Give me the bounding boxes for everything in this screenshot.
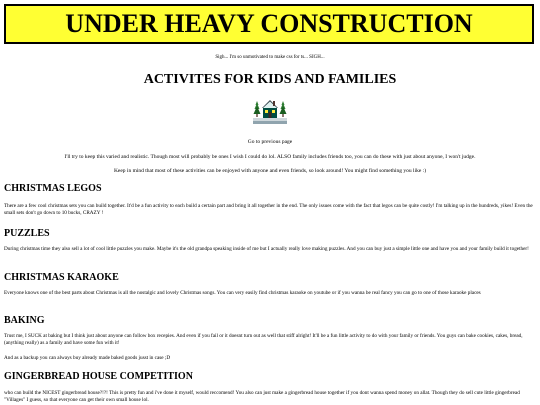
section-heading-baking: BAKING [4,315,45,326]
section-heading-puzzles: PUZZLES [4,228,50,239]
section-text-baking-backup: And as a backup you can always buy already made baked goods jusst in case ;D [4,355,171,361]
section-text-baking: Trust me, I SUCK at baking but I think just about anyone can follow box recepies. And even if you fail or it doesnt turn out as well that stiff alright! It'll be a fun little activity to do with your family or friends. You guys can bake cookies, cakes, bread, (anything really) as a family and have some fun with it! [4,333,523,346]
section-text-karaoke: Everyone knows one of the best parts about Christmas is all the nostalgic and lovely Christmas songs. You can very easily find christmas karaoke on youtube or if you wanna be real fancy you can go to one of those karaoke places [4,290,481,296]
section-heading-karaoke: CHRISTMAS KARAOKE [4,272,119,283]
section-text-puzzles: During christmas time they also sell a lot of cool little puzzles you make. Maybe it's the old grandpa speaking inside of me but I actually really love making puzzles. And you can buy just a simple little one and have you and your family build it together! [4,246,529,252]
intro-text: I'll try to keep this varied and realistic. Though most will probably be ones I wish I could do lol. ALSO family includes friends too, you can do these with just about anyone, I won't judge. [64,154,476,160]
section-text-gingerbread: who can build the NICEST gingerbread house?!?! This is pretty fun and i've done it myself, would reccomend! You also can just make a gingerbread house together if you dont wanna spend money on allat. Though they do sell cute little gingerbread "Villages" I guess, so that everyone can get their own small house lol. [4,390,520,403]
house-with-christmas-trees-icon [253,96,287,124]
section-text-legos: There are a few cool christmas sets you can build together. It'd be a fun activity to each build a certain part and bring it all together in the end. The only issues come with the fact that legos can be quite costly! I'm talking up in the hundreds, yikes! Even the small sets don't go down to 10 bucks, CRAZY ! [4,203,533,216]
previous-page-link[interactable]: Go to previous page [247,139,293,145]
intro-note: Keep in mind that most of these activities can be enjoyed with anyone and even friends, so look around! You might find something you like :) [113,168,427,174]
section-heading-gingerbread: GINGERBREAD HOUSE COMPETITION [4,371,193,382]
section-heading-legos: CHRISTMAS LEGOS [4,183,102,194]
sigh-note: Sigh... I'm so unmotivated to make css for ts... SIGH... [215,55,325,60]
page-title: ACTIVITES FOR KIDS AND FAMILIES [143,72,397,87]
construction-banner: UNDER HEAVY CONSTRUCTION [4,4,534,44]
